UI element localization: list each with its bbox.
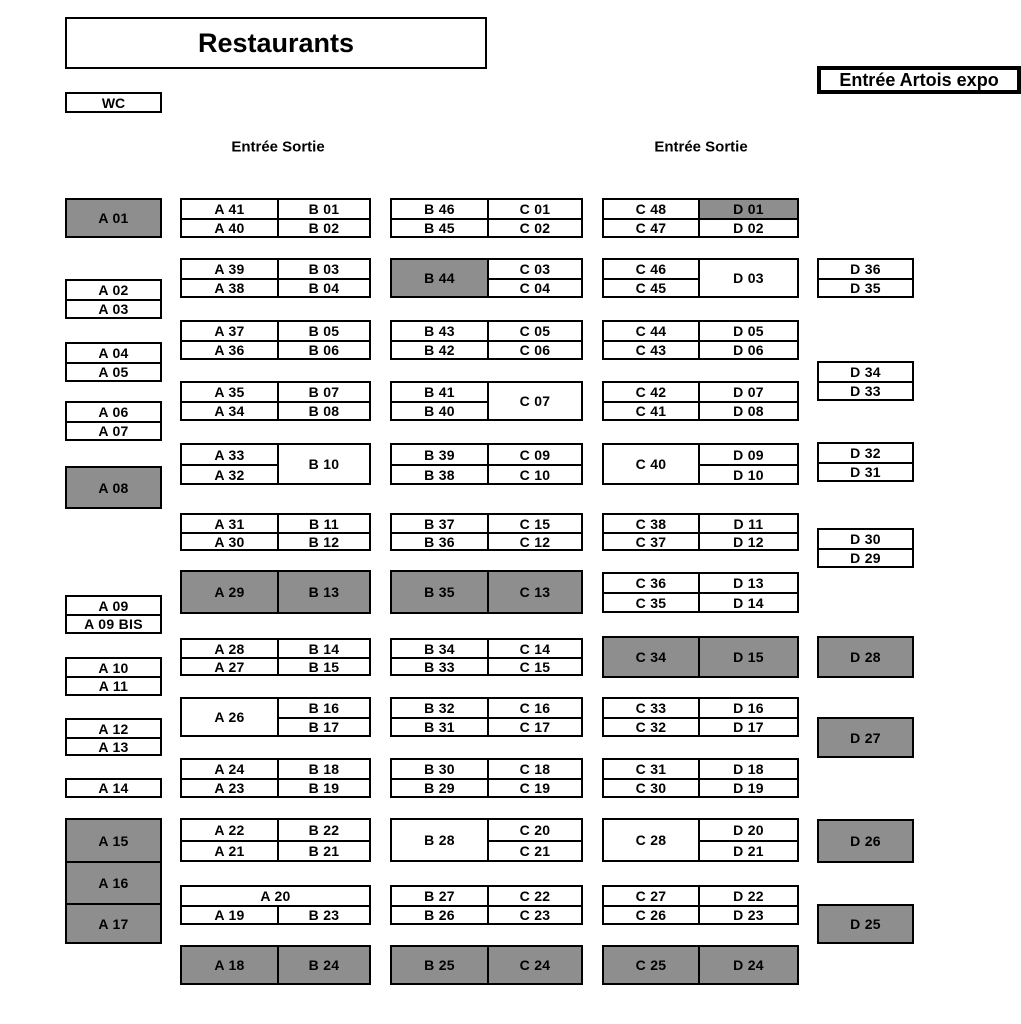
booth-d-10: D 10 xyxy=(698,464,799,485)
entree-sortie-label-left: Entrée Sortie xyxy=(231,138,325,156)
booth-d-17: D 17 xyxy=(698,717,799,737)
booth-b-26: B 26 xyxy=(390,905,489,925)
booth-d-36: D 36 xyxy=(817,258,914,280)
booth-b-39: B 39 xyxy=(390,443,489,466)
booth-a-33: A 33 xyxy=(180,443,279,466)
booth-d-03: D 03 xyxy=(698,258,799,298)
booth-c-03: C 03 xyxy=(487,258,583,280)
booth-a-39: A 39 xyxy=(180,258,279,280)
booth-c-46: C 46 xyxy=(602,258,700,280)
booth-b-25: B 25 xyxy=(390,945,489,985)
booth-c-24: C 24 xyxy=(487,945,583,985)
booth-b-29: B 29 xyxy=(390,778,489,798)
booth-a-23: A 23 xyxy=(180,778,279,798)
booth-b-37: B 37 xyxy=(390,513,489,534)
booth-d-08: D 08 xyxy=(698,401,799,421)
booth-a-03: A 03 xyxy=(65,299,162,319)
booth-a-09: A 09 xyxy=(65,595,162,616)
wc-box xyxy=(65,92,162,113)
booth-d-22: D 22 xyxy=(698,885,799,907)
booth-a-27: A 27 xyxy=(180,657,279,676)
booth-d-26: D 26 xyxy=(817,819,914,863)
booth-c-36: C 36 xyxy=(602,572,700,594)
booth-c-41: C 41 xyxy=(602,401,700,421)
booth-d-25: D 25 xyxy=(817,904,914,944)
booth-c-42: C 42 xyxy=(602,381,700,403)
booth-c-30: C 30 xyxy=(602,778,700,798)
booth-c-19: C 19 xyxy=(487,778,583,798)
booth-d-30: D 30 xyxy=(817,528,914,550)
booth-d-13: D 13 xyxy=(698,572,799,594)
booth-a-41: A 41 xyxy=(180,198,279,220)
booth-a-30: A 30 xyxy=(180,532,279,551)
booth-b-17: B 17 xyxy=(277,717,371,737)
booth-c-18: C 18 xyxy=(487,758,583,780)
booth-b-18: B 18 xyxy=(277,758,371,780)
booth-c-15: C 15 xyxy=(487,657,583,676)
booth-d-09: D 09 xyxy=(698,443,799,466)
booth-b-14: B 14 xyxy=(277,638,371,659)
booth-d-29: D 29 xyxy=(817,548,914,568)
booth-b-44: B 44 xyxy=(390,258,489,298)
entree-artois-expo-label: Entrée Artois expo xyxy=(839,69,999,90)
booth-a-16: A 16 xyxy=(65,861,162,905)
booth-d-27: D 27 xyxy=(817,717,914,758)
booth-d-12: D 12 xyxy=(698,532,799,551)
booth-d-18: D 18 xyxy=(698,758,799,780)
booth-a-31: A 31 xyxy=(180,513,279,534)
booth-c-13: C 13 xyxy=(487,570,583,614)
booth-b-38: B 38 xyxy=(390,464,489,485)
booth-b-01: B 01 xyxy=(277,198,371,220)
entree-sortie-label-right: Entrée Sortie xyxy=(654,138,748,156)
booth-d-32: D 32 xyxy=(817,442,914,464)
wc-label: WC xyxy=(101,94,126,111)
booth-b-40: B 40 xyxy=(390,401,489,421)
booth-a-20: A 20 xyxy=(180,885,371,907)
booth-d-05: D 05 xyxy=(698,320,799,342)
booth-d-28: D 28 xyxy=(817,636,914,678)
booth-c-22: C 22 xyxy=(487,885,583,907)
booth-a-19: A 19 xyxy=(180,905,279,925)
booth-c-04: C 04 xyxy=(487,278,583,298)
booth-b-31: B 31 xyxy=(390,717,489,737)
booth-c-21: C 21 xyxy=(487,840,583,862)
booth-c-28: C 28 xyxy=(602,818,700,862)
booth-c-33: C 33 xyxy=(602,697,700,719)
booth-b-32: B 32 xyxy=(390,697,489,719)
booth-c-38: C 38 xyxy=(602,513,700,534)
booth-b-46: B 46 xyxy=(390,198,489,220)
booth-a-09-bis: A 09 BIS xyxy=(65,614,162,634)
booth-c-48: C 48 xyxy=(602,198,700,220)
booth-b-27: B 27 xyxy=(390,885,489,907)
booth-a-22: A 22 xyxy=(180,818,279,842)
booth-a-26: A 26 xyxy=(180,697,279,737)
booth-b-04: B 04 xyxy=(277,278,371,298)
booth-a-06: A 06 xyxy=(65,401,162,423)
booth-c-17: C 17 xyxy=(487,717,583,737)
booth-c-12: C 12 xyxy=(487,532,583,551)
booth-d-14: D 14 xyxy=(698,592,799,613)
booth-d-20: D 20 xyxy=(698,818,799,842)
booth-c-15: C 15 xyxy=(487,513,583,534)
booth-c-16: C 16 xyxy=(487,697,583,719)
booth-d-02: D 02 xyxy=(698,218,799,238)
booth-a-11: A 11 xyxy=(65,676,162,696)
booth-a-02: A 02 xyxy=(65,279,162,301)
booth-b-23: B 23 xyxy=(277,905,371,925)
entree-artois-expo-box xyxy=(817,66,1021,94)
booth-b-05: B 05 xyxy=(277,320,371,342)
booth-a-15: A 15 xyxy=(65,818,162,863)
booth-c-45: C 45 xyxy=(602,278,700,298)
booth-c-02: C 02 xyxy=(487,218,583,238)
booth-d-35: D 35 xyxy=(817,278,914,298)
booth-a-18: A 18 xyxy=(180,945,279,985)
booth-a-07: A 07 xyxy=(65,421,162,441)
booth-b-02: B 02 xyxy=(277,218,371,238)
booth-c-07: C 07 xyxy=(487,381,583,421)
booth-c-35: C 35 xyxy=(602,592,700,613)
booth-c-47: C 47 xyxy=(602,218,700,238)
booth-b-35: B 35 xyxy=(390,570,489,614)
booth-a-12: A 12 xyxy=(65,718,162,739)
booth-a-37: A 37 xyxy=(180,320,279,342)
booth-c-31: C 31 xyxy=(602,758,700,780)
booth-b-07: B 07 xyxy=(277,381,371,403)
booth-c-27: C 27 xyxy=(602,885,700,907)
booth-a-21: A 21 xyxy=(180,840,279,862)
booth-c-37: C 37 xyxy=(602,532,700,551)
booth-b-45: B 45 xyxy=(390,218,489,238)
booth-b-06: B 06 xyxy=(277,340,371,360)
booth-d-07: D 07 xyxy=(698,381,799,403)
booth-d-01: D 01 xyxy=(698,198,799,220)
booth-b-08: B 08 xyxy=(277,401,371,421)
booth-a-35: A 35 xyxy=(180,381,279,403)
booth-d-33: D 33 xyxy=(817,381,914,401)
booth-a-24: A 24 xyxy=(180,758,279,780)
booth-b-34: B 34 xyxy=(390,638,489,659)
booth-a-32: A 32 xyxy=(180,464,279,485)
booth-c-26: C 26 xyxy=(602,905,700,925)
booth-b-36: B 36 xyxy=(390,532,489,551)
restaurants-label: Restaurants xyxy=(197,27,355,58)
booth-c-10: C 10 xyxy=(487,464,583,485)
booth-d-15: D 15 xyxy=(698,636,799,678)
booth-b-41: B 41 xyxy=(390,381,489,403)
booth-d-11: D 11 xyxy=(698,513,799,534)
booth-b-33: B 33 xyxy=(390,657,489,676)
booth-b-21: B 21 xyxy=(277,840,371,862)
booth-c-25: C 25 xyxy=(602,945,700,985)
booth-a-14: A 14 xyxy=(65,778,162,798)
booth-b-24: B 24 xyxy=(277,945,371,985)
booth-d-31: D 31 xyxy=(817,462,914,482)
booth-d-06: D 06 xyxy=(698,340,799,360)
booth-d-16: D 16 xyxy=(698,697,799,719)
booth-b-13: B 13 xyxy=(277,570,371,614)
booth-d-23: D 23 xyxy=(698,905,799,925)
booth-a-10: A 10 xyxy=(65,657,162,678)
booth-a-01: A 01 xyxy=(65,198,162,238)
booth-c-32: C 32 xyxy=(602,717,700,737)
booth-c-01: C 01 xyxy=(487,198,583,220)
booth-b-11: B 11 xyxy=(277,513,371,534)
booth-b-30: B 30 xyxy=(390,758,489,780)
booth-c-20: C 20 xyxy=(487,818,583,842)
booth-a-36: A 36 xyxy=(180,340,279,360)
booth-a-08: A 08 xyxy=(65,466,162,509)
booth-d-24: D 24 xyxy=(698,945,799,985)
booth-b-43: B 43 xyxy=(390,320,489,342)
booth-a-29: A 29 xyxy=(180,570,279,614)
booth-c-09: C 09 xyxy=(487,443,583,466)
booth-b-12: B 12 xyxy=(277,532,371,551)
booth-a-28: A 28 xyxy=(180,638,279,659)
booth-b-22: B 22 xyxy=(277,818,371,842)
booth-c-06: C 06 xyxy=(487,340,583,360)
booth-a-17: A 17 xyxy=(65,903,162,944)
booth-b-19: B 19 xyxy=(277,778,371,798)
booth-b-03: B 03 xyxy=(277,258,371,280)
booth-a-34: A 34 xyxy=(180,401,279,421)
booth-a-13: A 13 xyxy=(65,737,162,756)
restaurants-box xyxy=(65,17,487,69)
booth-d-19: D 19 xyxy=(698,778,799,798)
booth-c-14: C 14 xyxy=(487,638,583,659)
booth-a-38: A 38 xyxy=(180,278,279,298)
booth-b-42: B 42 xyxy=(390,340,489,360)
booth-c-34: C 34 xyxy=(602,636,700,678)
booth-c-44: C 44 xyxy=(602,320,700,342)
booth-b-28: B 28 xyxy=(390,818,489,862)
booth-d-21: D 21 xyxy=(698,840,799,862)
booth-a-40: A 40 xyxy=(180,218,279,238)
booth-c-40: C 40 xyxy=(602,443,700,485)
booth-b-10: B 10 xyxy=(277,443,371,485)
booth-a-05: A 05 xyxy=(65,362,162,382)
booth-b-15: B 15 xyxy=(277,657,371,676)
booth-c-05: C 05 xyxy=(487,320,583,342)
booth-a-04: A 04 xyxy=(65,342,162,364)
booth-c-43: C 43 xyxy=(602,340,700,360)
booth-c-23: C 23 xyxy=(487,905,583,925)
booth-b-16: B 16 xyxy=(277,697,371,719)
booth-d-34: D 34 xyxy=(817,361,914,383)
